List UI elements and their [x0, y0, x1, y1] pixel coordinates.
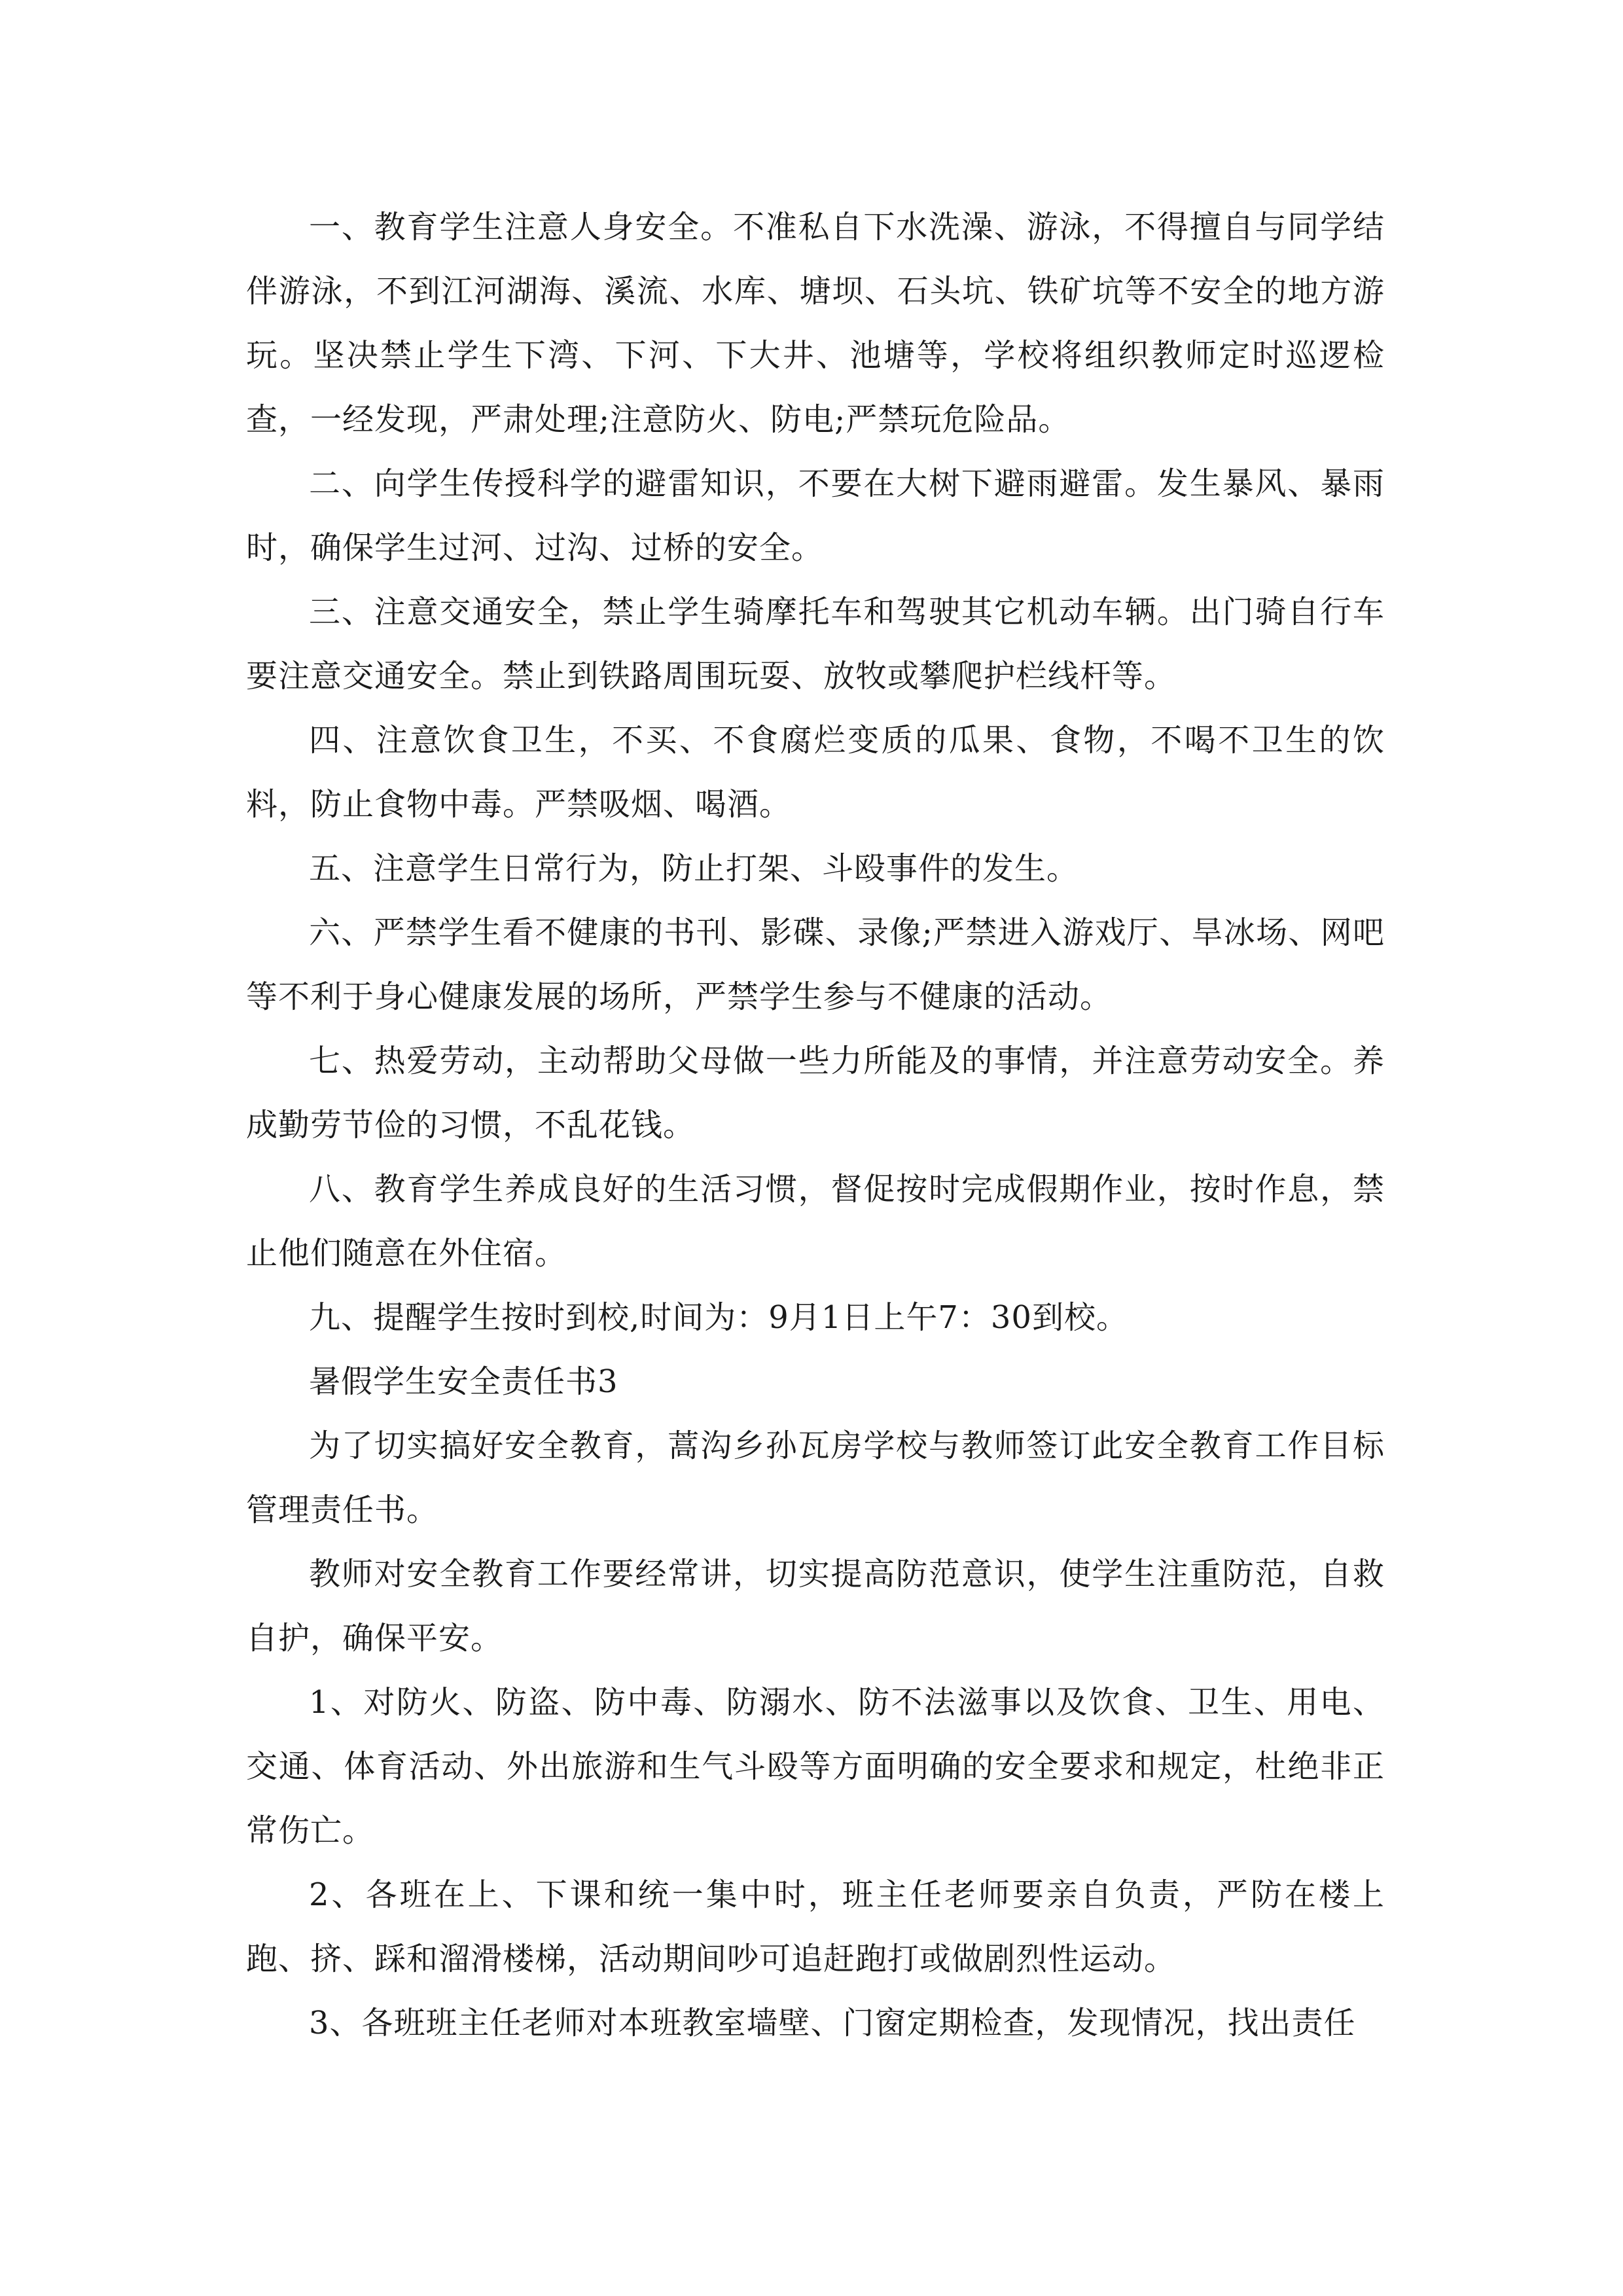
paragraph-behavior: 五、注意学生日常行为，防止打架、斗殴事件的发生。 — [309, 850, 1079, 887]
paragraph-labor: 七、热爱劳动，主动帮助父母做一些力所能及的事情，并注意劳动安全。养成勤劳节俭的习惯，不乱花钱。 — [246, 1043, 1385, 1143]
paragraph-habits: 八、教育学生养成良好的生活习惯，督促按时完成假期作业，按时作息，禁止他们随意在外住宿。 — [246, 1171, 1385, 1272]
paragraph-item-2: 2、各班在上、下课和统一集中时，班主任老师要亲自负责，严防在楼上跑、挤、踩和溜滑楼梯，活动期间吵可追赶跑打或做剧烈性运动。 — [246, 1876, 1385, 1977]
document-body — [246, 195, 1385, 2055]
paragraph-food-hygiene: 四、注意饮食卫生，不买、不食腐烂变质的瓜果、食物，不喝不卫生的饮料，防止食物中毒。严禁吸烟、喝酒。 — [246, 722, 1385, 823]
paragraph-unhealthy-media: 六、严禁学生看不健康的书刊、影碟、录像;严禁进入游戏厅、旱冰场、网吧等不利于身心健康发展的场所，严禁学生参与不健康的活动。 — [246, 914, 1385, 1015]
paragraph-teacher-duty: 教师对安全教育工作要经常讲，切实提高防范意识，使学生注重防范，自救自护，确保平安。 — [246, 1556, 1385, 1657]
paragraph-intro: 为了切实搞好安全教育，蒿沟乡孙瓦房学校与教师签订此安全教育工作目标管理责任书。 — [246, 1427, 1385, 1528]
section-heading: 暑假学生安全责任书3 — [309, 1363, 618, 1400]
paragraph-lightning: 二、向学生传授科学的避雷知识，不要在大树下避雨避雷。发生暴风、暴雨时，确保学生过河、过沟、过桥的安全。 — [246, 465, 1385, 566]
paragraph-item-3: 3、各班班主任老师对本班教室墙壁、门窗定期检查，发现情况，找出责任 — [309, 2005, 1356, 2041]
paragraph-item-1: 1、对防火、防盗、防中毒、防溺水、防不法滋事以及饮食、卫生、用电、交通、体育活动、外出旅游和生气斗殴等方面明确的安全要求和规定，杜绝非正常伤亡。 — [246, 1684, 1385, 1849]
paragraph-safety-personal: 一、教育学生注意人身安全。不准私自下水洗澡、游泳，不得擅自与同学结伴游泳，不到江河湖海、溪流、水库、塘坝、石头坑、铁矿坑等不安全的地方游玩。坚决禁止学生下湾、下河、下大井、池塘等，学校将组织教师定时巡逻检查，一经发现，严肃处理;注意防火、防电;严禁玩危险品。 — [246, 209, 1385, 438]
paragraph-return-date: 九、提醒学生按时到校,时间为：9月1日上午7：30到校。 — [309, 1299, 1128, 1336]
paragraph-traffic: 三、注意交通安全，禁止学生骑摩托车和驾驶其它机动车辆。出门骑自行车要注意交通安全。禁止到铁路周围玩耍、放牧或攀爬护栏线杆等。 — [246, 594, 1385, 694]
